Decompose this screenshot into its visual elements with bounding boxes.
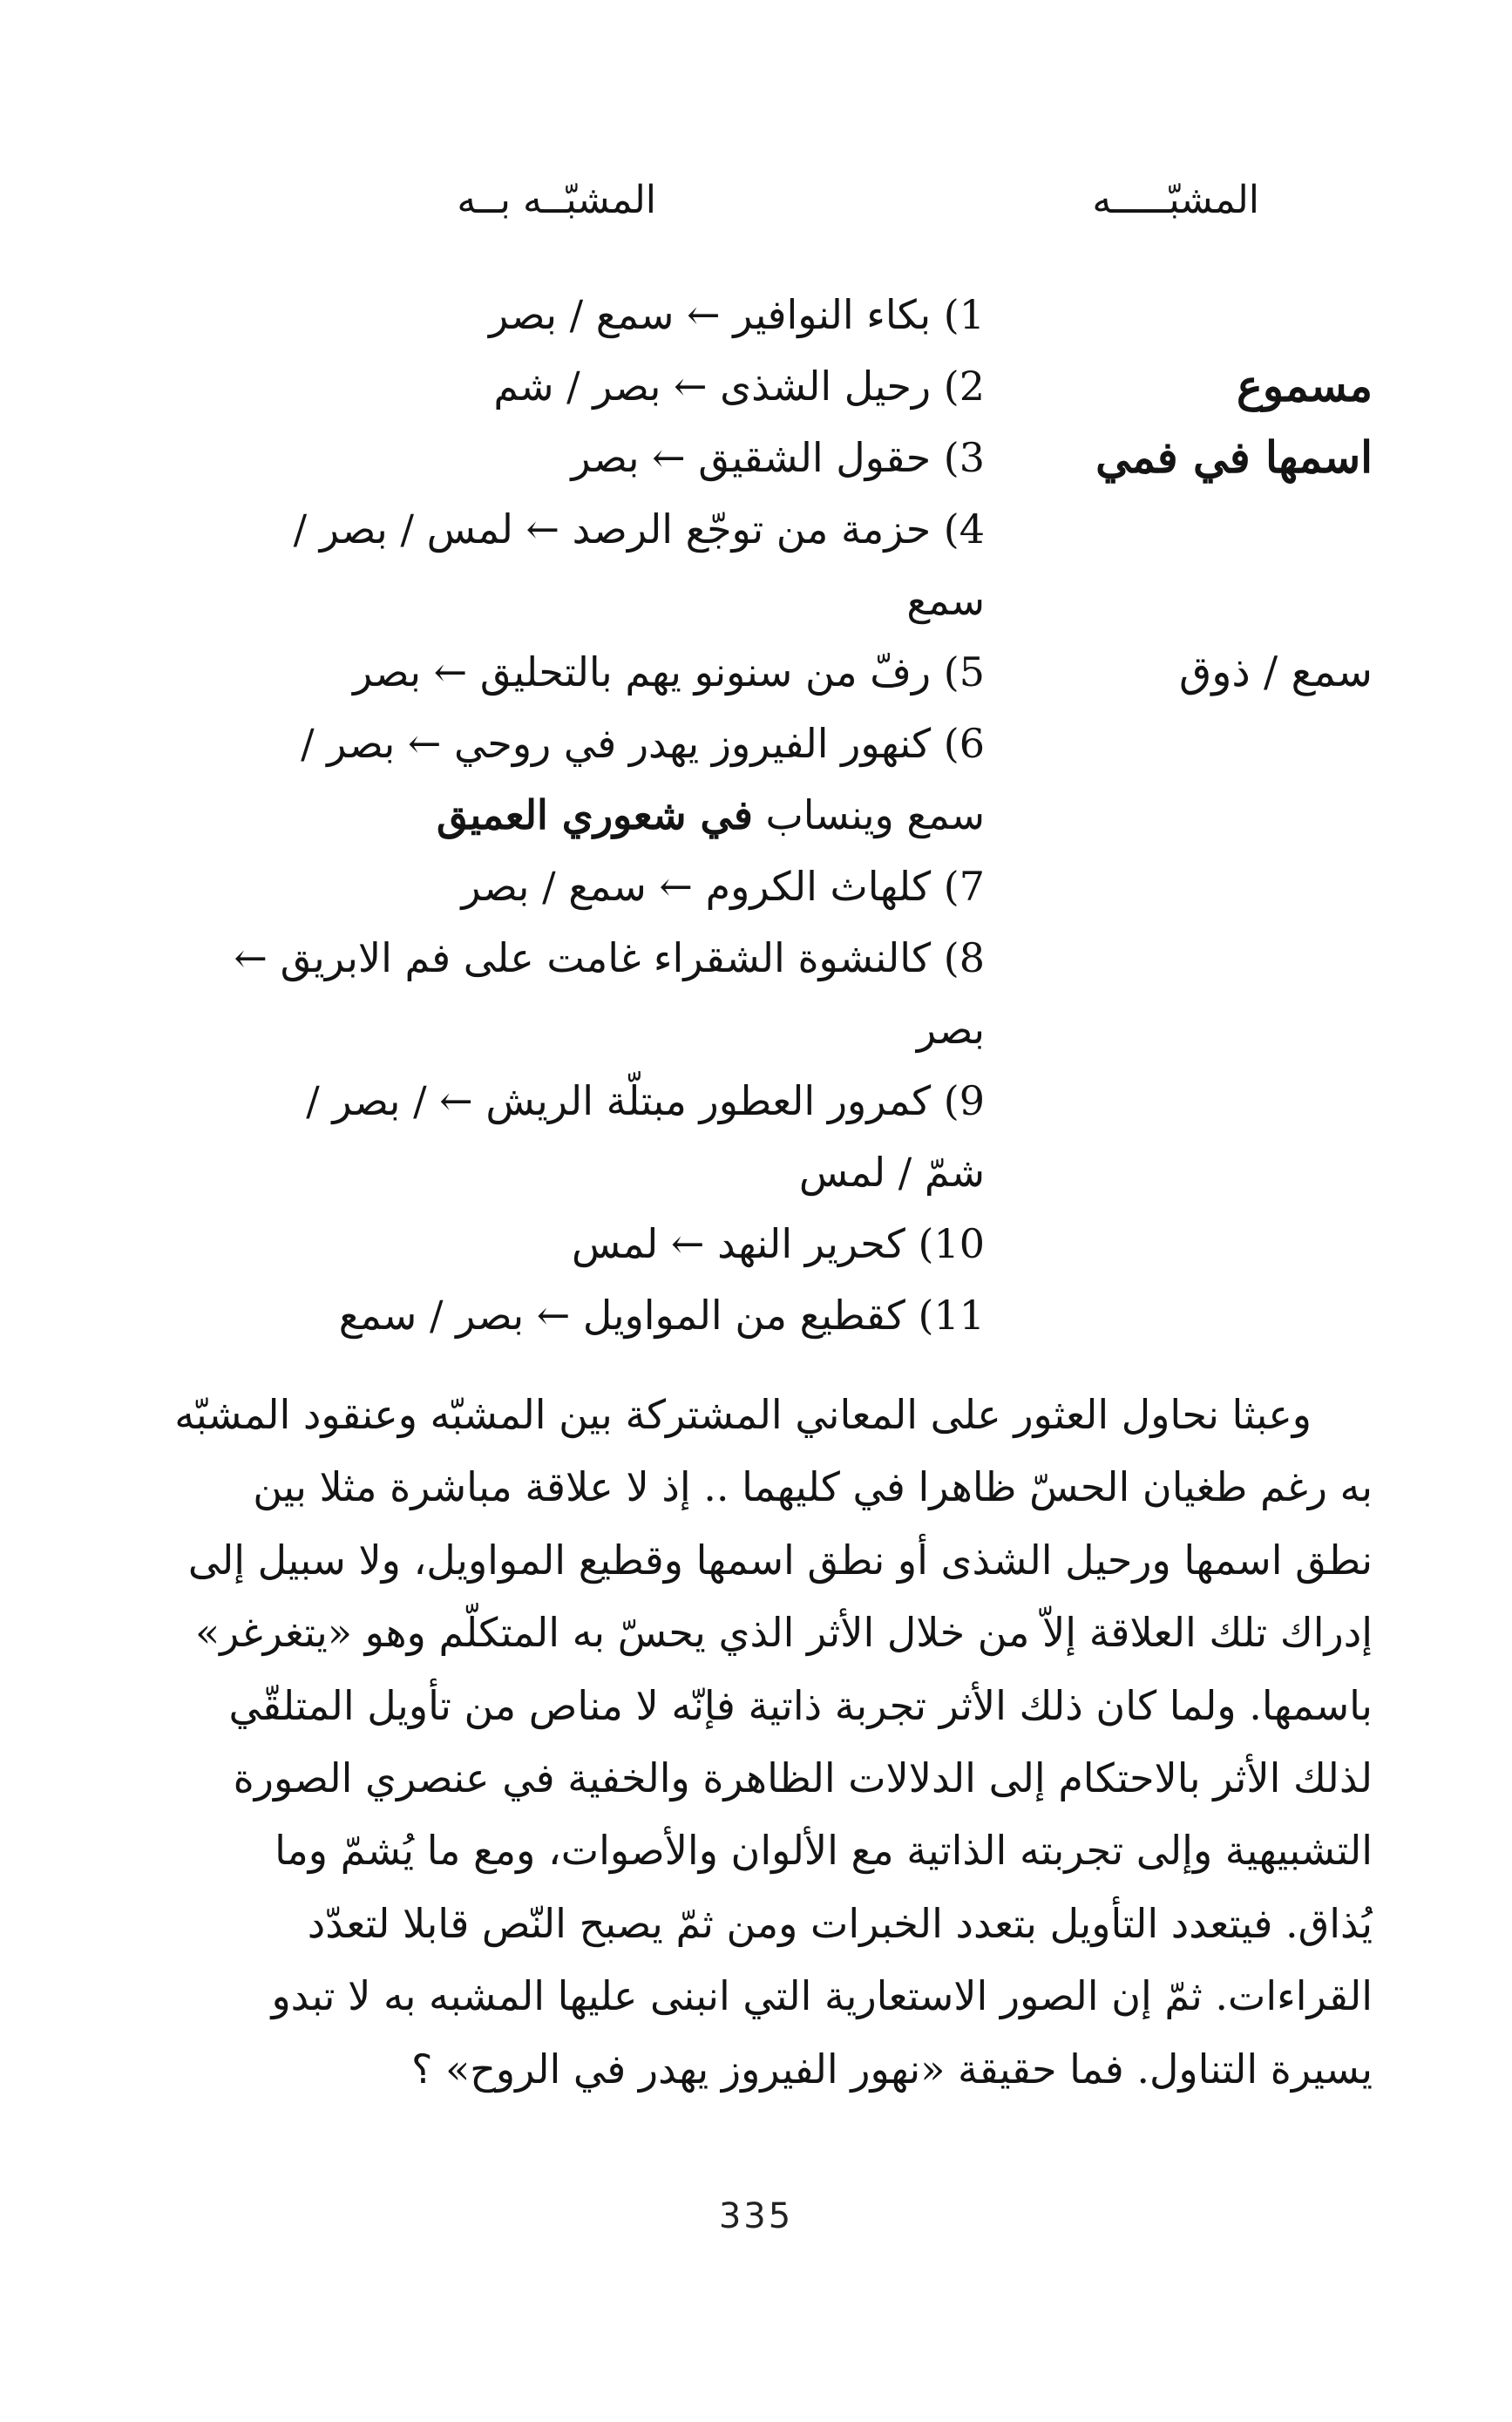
paragraph-line: التشبيهية وإلى تجربته الذاتية مع الألوان والأصوات، ومع ما يُشمّ وما: [275, 1827, 1373, 1875]
label-masmu: مسموع: [1237, 360, 1373, 411]
paragraph-line: لذلك الأثر بالاحتكام إلى الدلالات الظاهرة والخفية في عنصري الصورة: [233, 1754, 1373, 1801]
list-item: 3) حقول الشقيق ← بصر: [571, 434, 985, 481]
paragraph-line: نطق اسمها ورحيل الشذى أو نطق اسمها وقطيع المواويل، ولا سبيل إلى: [187, 1536, 1373, 1584]
list-item: 2) رحيل الشذى ← بصر / شم: [493, 363, 985, 410]
list-item: 8) كالنشوة الشقراء غامت على فم الابريق ←: [234, 934, 985, 981]
label-ismuha-fi-fami: اسمها في فمي: [1095, 431, 1373, 483]
list-item: 7) كلهاث الكروم ← سمع / بصر: [461, 863, 985, 910]
paragraph-line: به رغم طغيان الحسّ ظاهرا في كليهما .. إذ لا علاقة مباشرة مثلا بين: [253, 1463, 1373, 1511]
list-item-continuation: بصر: [916, 1006, 985, 1053]
list-item-continuation: سمع: [906, 577, 985, 624]
mushabbah-bih-list: [218, 279, 985, 1351]
page-number: 335: [718, 2196, 794, 2236]
list-item: 11) كقطيع من المواويل ← بصر / سمع: [338, 1292, 985, 1339]
body-paragraph: [142, 1379, 1373, 2106]
paragraph-line: يُذاق. فيتعدد التأويل بتعدد الخبرات ومن ثمّ يصبح النّص قابلا لتعدّد: [307, 1899, 1373, 1947]
paragraph-line: القراءات. ثمّ إن الصور الاستعارية التي انبنى عليها المشبه به لا تبدو: [271, 1972, 1373, 2020]
list-item: 4) حزمة من توجّع الرصد ← لمس / بصر /: [293, 505, 985, 553]
label-sam-dhawq: سمع / ذوق: [1179, 648, 1373, 696]
list-item: 10) كحرير النهد ← لمس: [572, 1220, 985, 1267]
list-item-continuation: [218, 779, 985, 851]
header-mushabbah-bih: المشبّــه بــه: [457, 178, 656, 222]
paragraph-line: إدراك تلك العلاقة إلاّ من خلال الأثر الذي يحسّ به المتكلّم وهو «يتغرغر»: [195, 1609, 1373, 1657]
list-item-continuation: شمّ / لمس: [798, 1149, 985, 1196]
header-mushabbah: المشبّـــــه: [1092, 178, 1259, 222]
paragraph-line: يسيرة التناول. فما حقيقة «نهور الفيروز يهدر في الروح» ؟: [411, 2045, 1373, 2093]
list-item: 6) كنهور الفيروز يهدر في روحي ← بصر /: [301, 720, 985, 767]
list-item-text: سمع وينساب: [765, 791, 985, 838]
paragraph-line: وعبثا نحاول العثور على المعاني المشتركة بين المشبّه وعنقود المشبّه: [174, 1391, 1312, 1438]
list-item-emphasis: في شعوري العميق: [436, 791, 753, 838]
list-item: 1) بكاء النوافير ← سمع / بصر: [488, 291, 985, 338]
list-item: 9) كمرور العطور مبتلّة الريش ← / بصر /: [306, 1077, 985, 1124]
paragraph-line: باسمها. ولما كان ذلك الأثر تجربة ذاتية فإنّه لا مناص من تأويل المتلقّي: [228, 1681, 1373, 1729]
list-item: 5) رفّ من سنونو يهم بالتحليق ← بصر: [352, 648, 985, 695]
